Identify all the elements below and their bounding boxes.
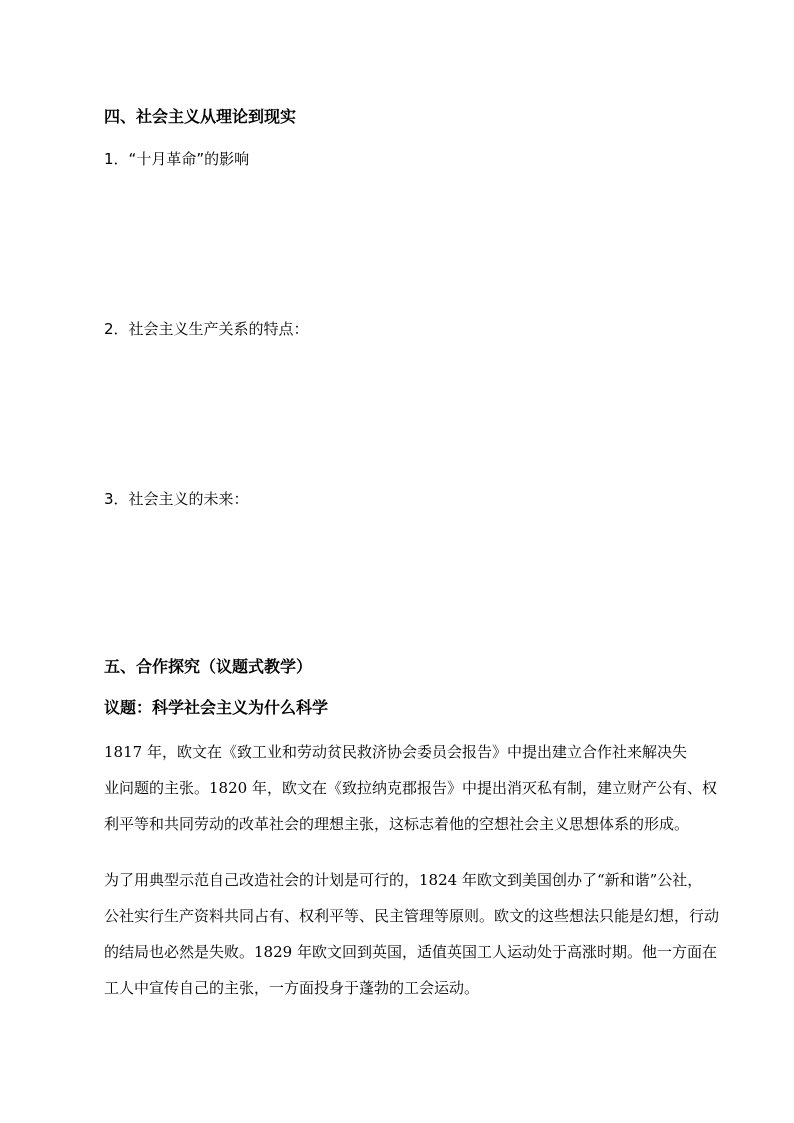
paragraph-line: 为了用典型示范自己改造社会的计划是可行的，1824 年欧文到美国创办了“新和谐”公社， bbox=[104, 871, 703, 889]
item-socialist-relations-features: 2．社会主义生产关系的特点： bbox=[104, 320, 309, 338]
paragraph-line: 业问题的主张。1820 年，欧文在《致拉纳克郡报告》中提出消灭私有制，建立财产公有、权 bbox=[104, 779, 717, 797]
paragraph-new-harmony bbox=[104, 862, 724, 1006]
item-october-revolution-influence: 1．“十月革命”的影响 bbox=[104, 150, 250, 168]
item-socialism-future: 3．社会主义的未来： bbox=[104, 490, 249, 508]
section-4-heading: 四、社会主义从理论到现实 bbox=[104, 107, 297, 126]
section-5-heading: 五、合作探究（议题式教学） bbox=[104, 657, 313, 676]
paragraph-line: 1817 年，欧文在《致工业和劳动贫民救济协会委员会报告》中提出建立合作社来解决失 bbox=[104, 743, 687, 761]
paragraph-line: 利平等和共同劳动的改革社会的理想主张，这标志着他的空想社会主义思想体系的形成。 bbox=[104, 815, 690, 833]
paragraph-owen-1817 bbox=[104, 734, 724, 842]
paragraph-line: 的结局也必然是失败。1829 年欧文回到英国，适值英国工人运动处于高涨时期。他一方面在 bbox=[104, 943, 717, 961]
discussion-topic: 议题：科学社会主义为什么科学 bbox=[104, 698, 329, 717]
paragraph-line: 公社实行生产资料共同占有、权利平等、民主管理等原则。欧文的这些想法只能是幻想，行动 bbox=[104, 907, 720, 925]
paragraph-line: 工人中宣传自己的主张，一方面投身于蓬勃的工会运动。 bbox=[104, 979, 480, 997]
